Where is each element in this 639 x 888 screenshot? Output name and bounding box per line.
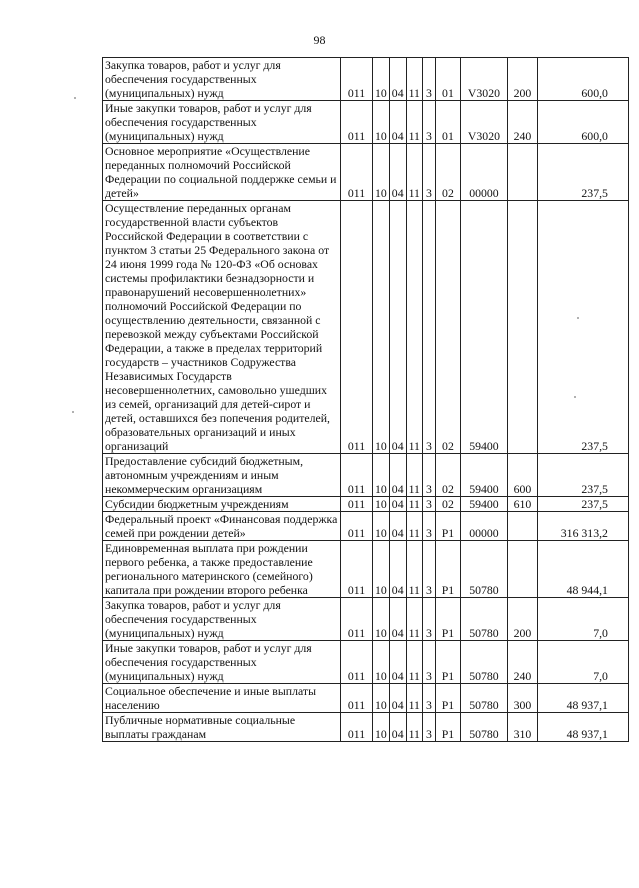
row-section-code: 10 (373, 684, 390, 713)
row-amount: 7,0 (537, 641, 628, 684)
row-amount: 237,5 (537, 454, 628, 497)
row-subsection-code: 04 (389, 641, 406, 684)
row-name: Иные закупки товаров, работ и услуг для обеспечения государственных (муниципальных) нужд (103, 101, 341, 144)
row-name: Социальное обеспечение и иные выплаты населению (103, 684, 341, 713)
table-row (103, 684, 629, 713)
row-name: Субсидии бюджетным учреждениям (103, 497, 341, 512)
row-subprogram-code: 3 (422, 641, 435, 684)
row-subsection-code: 04 (389, 58, 406, 101)
row-glav-code: 011 (341, 454, 373, 497)
row-section-code: 10 (373, 512, 390, 541)
row-program-code: 11 (406, 512, 422, 541)
row-program-code: 11 (406, 101, 422, 144)
row-subprogram-code: 3 (422, 58, 435, 101)
row-event-code: P1 (435, 684, 460, 713)
row-subsection-code: 04 (389, 101, 406, 144)
row-section-code: 10 (373, 713, 390, 742)
row-subsection-code: 04 (389, 598, 406, 641)
row-subprogram-code: 3 (422, 512, 435, 541)
row-subsection-code: 04 (389, 684, 406, 713)
row-expense-type: 240 (507, 641, 537, 684)
row-glav-code: 011 (341, 512, 373, 541)
table-row (103, 512, 629, 541)
row-direction-code: 50780 (460, 684, 507, 713)
row-glav-code: 011 (341, 497, 373, 512)
row-program-code: 11 (406, 713, 422, 742)
row-name: Закупка товаров, работ и услуг для обеспечения государственных (муниципальных) нужд (103, 598, 341, 641)
row-section-code: 10 (373, 201, 390, 454)
page-number: 98 (313, 33, 326, 47)
row-glav-code: 011 (341, 58, 373, 101)
row-program-code: 11 (406, 58, 422, 101)
row-name: Предоставление субсидий бюджетным, автономным учреждениям и иным некоммерческим организациям (103, 454, 341, 497)
row-expense-type (507, 201, 537, 454)
row-event-code: P1 (435, 641, 460, 684)
table-row (103, 144, 629, 201)
row-amount: 48 937,1 (537, 684, 628, 713)
row-amount: 600,0 (537, 101, 628, 144)
row-glav-code: 011 (341, 641, 373, 684)
row-event-code: P1 (435, 512, 460, 541)
row-expense-type (507, 144, 537, 201)
row-expense-type: 600 (507, 454, 537, 497)
row-section-code: 10 (373, 598, 390, 641)
row-subprogram-code: 3 (422, 201, 435, 454)
row-glav-code: 011 (341, 684, 373, 713)
row-name: Публичные нормативные социальные выплаты гражданам (103, 713, 341, 742)
row-amount: 316 313,2 (537, 512, 628, 541)
row-expense-type: 240 (507, 101, 537, 144)
row-glav-code: 011 (341, 201, 373, 454)
row-direction-code: 50780 (460, 541, 507, 598)
row-amount: 48 944,1 (537, 541, 628, 598)
row-name: Основное мероприятие «Осуществление переданных полномочий Российской Федерации по социальной поддержке семьи и детей» (103, 144, 341, 201)
row-subprogram-code: 3 (422, 541, 435, 598)
row-name: Единовременная выплата при рождении первого ребенка, а также предоставление регионального материнского (семейного) капитала при рождении второго ребенка (103, 541, 341, 598)
row-event-code: 02 (435, 497, 460, 512)
table-row (103, 641, 629, 684)
row-name: Иные закупки товаров, работ и услуг для обеспечения государственных (муниципальных) нужд (103, 641, 341, 684)
row-name: Осуществление переданных органам государственной власти субъектов Российской Федерации в соответствии с пунктом 3 статьи 25 Федерального закона от 24 июня 1999 года № 120-ФЗ «Об основах системы профилактики безнадзорности и правонарушений несовершеннолетних» полномочий Российской Федерации по осуществлению деятельности, связанной с перевозкой между субъектами Российской Федерации, а также в пределах территорий государств – участников Содружества Независимых Государств несовершеннолетних, самовольно ушедших из семей, организаций для детей-сирот и детей, оставшихся без попечения родителей, образовательных организаций и иных организаций (103, 201, 341, 454)
row-subsection-code: 04 (389, 713, 406, 742)
row-event-code: 02 (435, 144, 460, 201)
row-event-code: P1 (435, 598, 460, 641)
scan-speck (577, 317, 579, 319)
row-subsection-code: 04 (389, 541, 406, 598)
row-expense-type: 200 (507, 598, 537, 641)
row-event-code: 02 (435, 201, 460, 454)
row-event-code: P1 (435, 713, 460, 742)
row-section-code: 10 (373, 58, 390, 101)
row-name: Закупка товаров, работ и услуг для обеспечения государственных (муниципальных) нужд (103, 58, 341, 101)
row-event-code: 01 (435, 101, 460, 144)
table-row (103, 201, 629, 454)
row-direction-code: 50780 (460, 713, 507, 742)
row-glav-code: 011 (341, 598, 373, 641)
row-expense-type (507, 541, 537, 598)
row-direction-code: 50780 (460, 598, 507, 641)
row-program-code: 11 (406, 144, 422, 201)
row-direction-code: 59400 (460, 454, 507, 497)
row-expense-type: 300 (507, 684, 537, 713)
row-subsection-code: 04 (389, 512, 406, 541)
row-amount: 237,5 (537, 497, 628, 512)
row-program-code: 11 (406, 497, 422, 512)
row-glav-code: 011 (341, 541, 373, 598)
row-subprogram-code: 3 (422, 144, 435, 201)
table-row (103, 598, 629, 641)
row-event-code: 02 (435, 454, 460, 497)
row-amount: 7,0 (537, 598, 628, 641)
row-direction-code: 00000 (460, 144, 507, 201)
row-section-code: 10 (373, 144, 390, 201)
row-subprogram-code: 3 (422, 713, 435, 742)
row-expense-type: 200 (507, 58, 537, 101)
row-name: Федеральный проект «Финансовая поддержка семей при рождении детей» (103, 512, 341, 541)
row-expense-type (507, 512, 537, 541)
table-row (103, 58, 629, 101)
table-row (103, 713, 629, 742)
row-direction-code: 59400 (460, 201, 507, 454)
row-subsection-code: 04 (389, 144, 406, 201)
scan-speck (72, 411, 74, 413)
row-subsection-code: 04 (389, 454, 406, 497)
row-section-code: 10 (373, 101, 390, 144)
row-section-code: 10 (373, 541, 390, 598)
row-amount: 237,5 (537, 201, 628, 454)
row-subprogram-code: 3 (422, 101, 435, 144)
row-event-code: P1 (435, 541, 460, 598)
row-amount: 48 937,1 (537, 713, 628, 742)
row-program-code: 11 (406, 454, 422, 497)
row-subsection-code: 04 (389, 497, 406, 512)
row-expense-type: 310 (507, 713, 537, 742)
row-direction-code: 59400 (460, 497, 507, 512)
row-direction-code: 50780 (460, 641, 507, 684)
row-section-code: 10 (373, 497, 390, 512)
table-row (103, 454, 629, 497)
row-program-code: 11 (406, 598, 422, 641)
row-expense-type: 610 (507, 497, 537, 512)
row-section-code: 10 (373, 454, 390, 497)
scan-speck (574, 396, 576, 398)
row-event-code: 01 (435, 58, 460, 101)
row-subsection-code: 04 (389, 201, 406, 454)
row-program-code: 11 (406, 201, 422, 454)
row-subprogram-code: 3 (422, 598, 435, 641)
row-program-code: 11 (406, 641, 422, 684)
row-amount: 237,5 (537, 144, 628, 201)
table-row (103, 497, 629, 512)
row-subprogram-code: 3 (422, 497, 435, 512)
table-row (103, 101, 629, 144)
row-glav-code: 011 (341, 713, 373, 742)
row-glav-code: 011 (341, 101, 373, 144)
table-row (103, 541, 629, 598)
row-subprogram-code: 3 (422, 454, 435, 497)
row-direction-code: 00000 (460, 512, 507, 541)
row-glav-code: 011 (341, 144, 373, 201)
row-direction-code: V3020 (460, 58, 507, 101)
budget-table (102, 57, 629, 742)
row-subprogram-code: 3 (422, 684, 435, 713)
row-direction-code: V3020 (460, 101, 507, 144)
row-program-code: 11 (406, 541, 422, 598)
row-section-code: 10 (373, 641, 390, 684)
row-amount: 600,0 (537, 58, 628, 101)
scan-speck (74, 97, 76, 99)
row-program-code: 11 (406, 684, 422, 713)
